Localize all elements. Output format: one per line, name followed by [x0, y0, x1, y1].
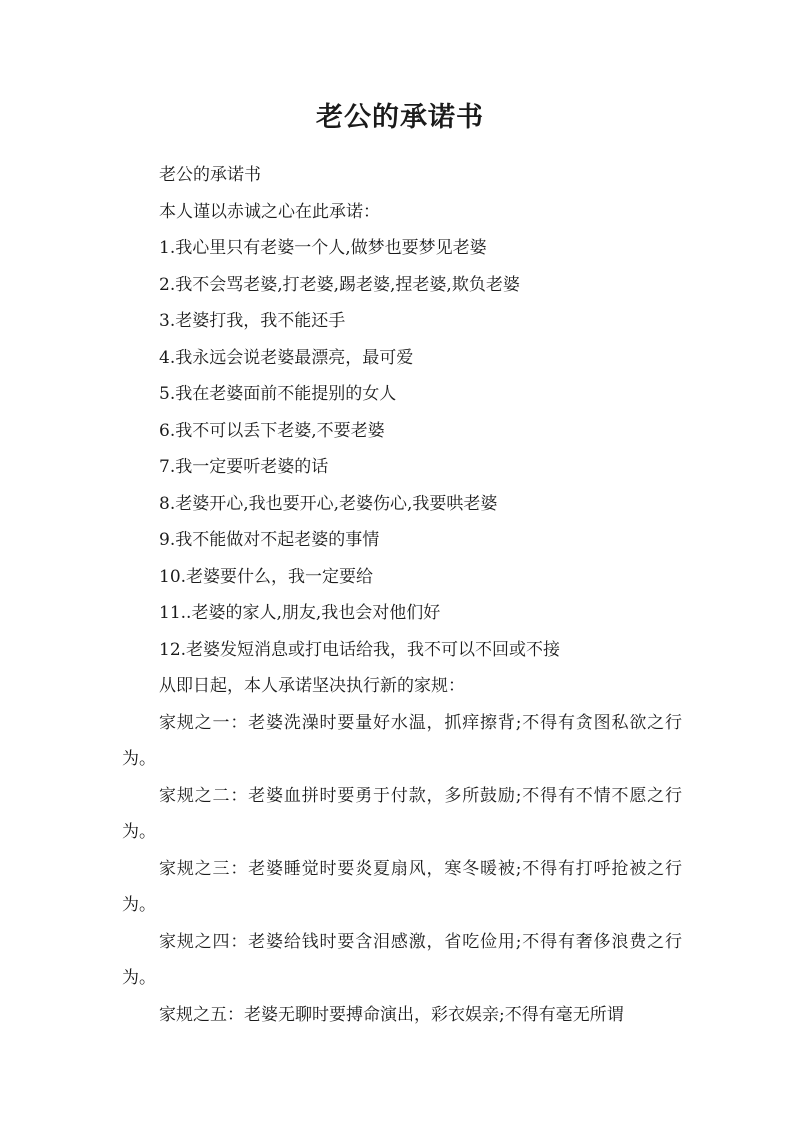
- promise-item: 3.老婆打我，我不能还手: [159, 311, 346, 331]
- document-heading: 老公的承诺书: [159, 165, 261, 185]
- house-rule: 家规之二：老婆血拼时要勇于付款，多所鼓励;不得有不情不愿之行为。: [122, 785, 682, 842]
- house-rule: 家规之四：老婆给钱时要含泪感激，省吃俭用;不得有奢侈浪费之行为。: [122, 931, 682, 988]
- rules-intro: 从即日起，本人承诺坚决执行新的家规：: [159, 676, 465, 696]
- house-rule: 家规之三：老婆睡觉时要炎夏扇风，寒冬暖被;不得有打呼抢被之行为。: [122, 858, 682, 915]
- promise-item: 11..老婆的家人,朋友,我也会对他们好: [159, 603, 441, 623]
- promise-item: 4.我永远会说老婆最漂亮，最可爱: [159, 347, 414, 368]
- promise-item: 7.我一定要听老婆的话: [159, 457, 329, 477]
- promise-item: 1.我心里只有老婆一个人,做梦也要梦见老婆: [159, 238, 487, 258]
- promise-item: 10.老婆要什么，我一定要给: [159, 566, 374, 587]
- house-rule: 家规之五：老婆无聊时要搏命演出，彩衣娱亲;不得有毫无所谓: [159, 1004, 624, 1025]
- promise-item: 8.老婆开心,我也要开心,老婆伤心,我要哄老婆: [159, 493, 498, 514]
- promise-item: 6.我不可以丢下老婆,不要老婆: [159, 420, 385, 441]
- promise-item: 5.我在老婆面前不能提别的女人: [159, 384, 397, 404]
- promise-item: 9.我不能做对不起老婆的事情: [159, 530, 380, 550]
- house-rule: 家规之一：老婆洗澡时要量好水温，抓痒擦背;不得有贪图私欲之行为。: [122, 712, 682, 769]
- document-body: [122, 157, 682, 1033]
- intro-line: 本人谨以赤诚之心在此承诺：: [159, 201, 380, 222]
- promise-item: 12.老婆发短消息或打电话给我，我不可以不回或不接: [159, 639, 561, 660]
- document-title: 老公的承诺书: [316, 102, 484, 133]
- promise-item: 2.我不会骂老婆,打老婆,踢老婆,捏老婆,欺负老婆: [159, 274, 520, 295]
